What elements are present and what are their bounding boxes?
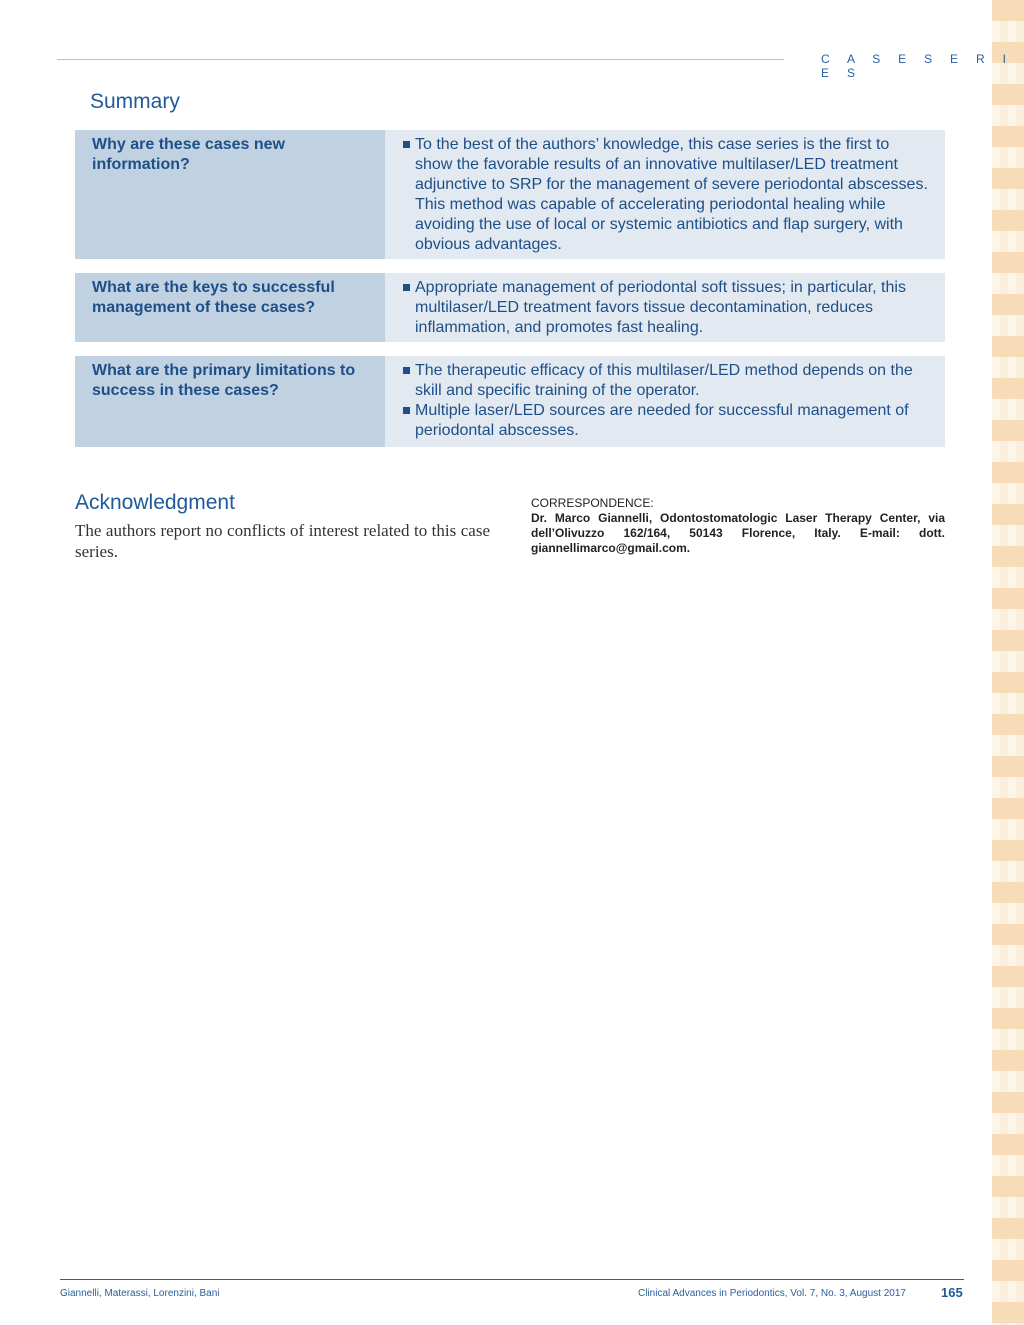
summary-answer xyxy=(385,356,945,447)
summary-question: What are the primary limitations to success in these cases? xyxy=(75,356,385,447)
bullet-square-icon xyxy=(401,401,415,441)
bullet-square-icon xyxy=(401,361,415,401)
summary-question: Why are these cases new information? xyxy=(75,130,385,259)
summary-title: Summary xyxy=(90,90,180,113)
bullet-square-icon xyxy=(401,278,415,338)
summary-answer xyxy=(385,273,945,342)
footer-authors: Giannelli, Materassi, Lorenzini, Bani xyxy=(60,1288,220,1299)
answer-text: The therapeutic efficacy of this multilaser/LED method depends on the skill and specific training of the operator. xyxy=(415,362,913,399)
section-label: C A S E S E R I E S xyxy=(821,52,1014,80)
answer-text: Multiple laser/LED sources are needed for successful management of periodontal abscesses. xyxy=(415,402,909,439)
footer-journal: Clinical Advances in Periodontics, Vol. 7, No. 3, August 2017 xyxy=(638,1288,906,1299)
decorative-side-strip xyxy=(992,0,1024,1325)
correspondence-heading: CORRESPONDENCE: xyxy=(531,496,654,510)
answer-bullet xyxy=(401,278,931,338)
acknowledgment-text: The authors report no conflicts of interest related to this case series. xyxy=(75,521,490,561)
bullet-square-icon xyxy=(401,135,415,255)
summary-box xyxy=(75,130,945,259)
summary-box xyxy=(75,356,945,447)
answer-bullet xyxy=(401,361,931,401)
header-rule xyxy=(57,59,784,60)
summary-answer xyxy=(385,130,945,259)
answer-text: To the best of the authors’ knowledge, this case series is the first to show the favorable results of an innovative multilaser/LED treatment adjunctive to SRP for the management of severe periodontal abscesses. This method was capable of accelerating periodontal healing while avoiding the use of local or systemic antibiotics and flap surgery, with obvious advantages. xyxy=(415,136,928,253)
page-number: 165 xyxy=(941,1285,963,1300)
summary-box xyxy=(75,273,945,342)
acknowledgment-title: Acknowledgment xyxy=(75,491,235,514)
correspondence-text: Dr. Marco Giannelli, Odontostomatologic Laser Therapy Center, via dell’Olivuzzo 162/164, 50143 Florence, Italy. E-mail: dott. giannellimarco@gmail.com. xyxy=(531,511,945,555)
footer-rule xyxy=(60,1279,964,1280)
answer-bullet xyxy=(401,135,931,255)
answer-text: Appropriate management of periodontal soft tissues; in particular, this multilaser/LED treatment favors tissue decontamination, reduces inflammation, and promotes fast healing. xyxy=(415,279,906,336)
answer-bullet xyxy=(401,401,931,441)
summary-question: What are the keys to successful management of these cases? xyxy=(75,273,385,342)
correspondence-block xyxy=(531,496,945,556)
